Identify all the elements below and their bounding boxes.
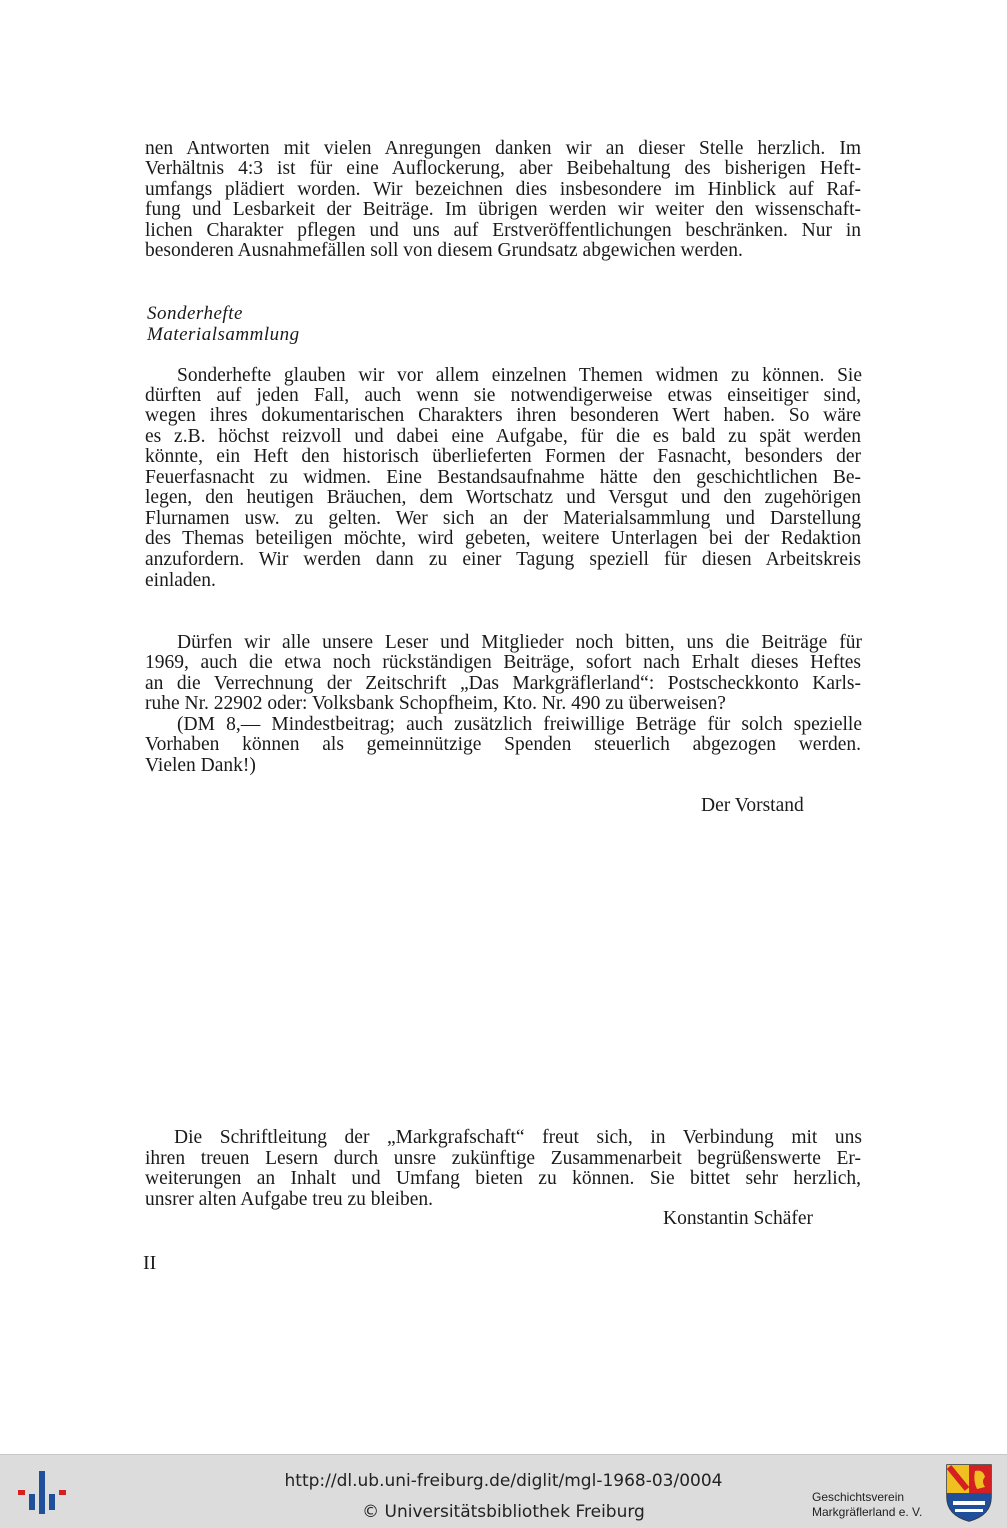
text-line: legen, den heutigen Bräuchen, dem Wortschatz und Versgut und den zugehörigen: [145, 487, 861, 508]
institution-line-1: Geschichtsverein: [812, 1490, 905, 1504]
text-line: (DM 8,— Mindestbeitrag; auch zusätzlich freiwillige Beträge für solch spezielle: [177, 714, 862, 735]
text-line: Feuerfasnacht zu widmen. Eine Bestandsaufnahme hätte den geschichtlichen Be-: [145, 467, 861, 488]
text-line: unsrer alten Aufgabe treu zu bleiben.: [145, 1189, 434, 1210]
text-line: Dürfen wir alle unsere Leser und Mitglieder noch bitten, uns die Beiträge für: [177, 632, 862, 653]
institution-line-2: Markgräflerland e. V.: [812, 1505, 923, 1519]
text-line: weiterungen an Inhalt und Umfang bieten zu können. Sie bittet sehr herzlich,: [145, 1168, 861, 1189]
text-line: 1969, auch die etwa noch rückständigen Beiträge, sofort nach Erhalt dieses Heftes: [145, 652, 861, 673]
text-line: Sonderhefte glauben wir vor allem einzelnen Themen widmen zu können. Sie: [177, 365, 862, 386]
page-number: II: [143, 1252, 157, 1274]
text-line: umfangs plädiert worden. Wir bezeichnen dies insbesondere im Hinblick auf Raf-: [145, 179, 861, 200]
footer-copyright: © Universitätsbibliothek Freiburg: [362, 1502, 645, 1522]
text-line: ruhe Nr. 22902 oder: Volksbank Schopfheim, Kto. Nr. 490 zu überweisen?: [145, 693, 726, 714]
section-heading-sonderhefte: Sonderhefte: [147, 303, 243, 324]
signature-schaefer: Konstantin Schäfer: [663, 1208, 814, 1229]
text-line: des Themas beteiligen möchte, wird gebeten, weitere Unterlagen bei der Redaktion: [145, 528, 861, 549]
text-line: ihren treuen Lesern durch unsre zukünftige Zusammenarbeit begrüßenswerte Er-: [145, 1148, 861, 1169]
signature-vorstand: Der Vorstand: [701, 795, 804, 816]
text-line: es z.B. höchst reizvoll und dabei eine Aufgabe, für die es bald zu spät werden: [145, 426, 861, 447]
text-line: Vielen Dank!): [145, 755, 256, 776]
coat-of-arms-shield-icon: [945, 1463, 993, 1523]
section-heading-materialsammlung: Materialsammlung: [147, 324, 300, 345]
text-line: lichen Charakter pflegen und uns auf Erstveröffentlichungen beschränken. Nur in: [145, 220, 861, 241]
text-line: nen Antworten mit vielen Anregungen danken wir an dieser Stelle herzlich. Im: [145, 138, 861, 159]
footer-url-link[interactable]: http://dl.ub.uni-freiburg.de/diglit/mgl-1968-03/0004: [284, 1471, 723, 1491]
text-line: Verhältnis 4:3 ist für eine Auflockerung, aber Beibehaltung des bisherigen Heft-: [145, 158, 861, 179]
text-line: Flurnamen usw. zu gelten. Wer sich an der Materialsammlung und Darstellung: [145, 508, 861, 529]
text-line: dürften auf jeden Fall, auch wenn sie notwendigerweise etwas einseitiger sind,: [145, 385, 861, 406]
text-line: einladen.: [145, 570, 216, 591]
text-line: an die Verrechnung der Zeitschrift „Das Markgräflerland“: Postscheckkonto Karls-: [145, 673, 861, 694]
text-line: könnte, ein Heft den historisch überlieferten Formen der Fasnacht, besonders der: [145, 446, 861, 467]
text-line: fung und Lesbarkeit der Beiträge. Im übrigen werden wir weiter den wissenschaft-: [145, 199, 861, 220]
text-line: wegen ihres dokumentarischen Charakters ihren besonderen Wert haben. So wäre: [145, 405, 861, 426]
footer-bar: [0, 1454, 1007, 1528]
institution-name: [812, 1490, 922, 1520]
text-line: besonderen Ausnahmefällen soll von diesem Grundsatz abgewichen werden.: [145, 240, 743, 261]
text-line: anzufordern. Wir werden dann zu einer Tagung speziell für diesen Arbeitskreis: [145, 549, 861, 570]
text-line: Die Schriftleitung der „Markgrafschaft“ freut sich, in Verbindung mit uns: [174, 1127, 862, 1148]
text-line: Vorhaben können als gemeinnützige Spenden steuerlich abgezogen werden.: [145, 734, 861, 755]
